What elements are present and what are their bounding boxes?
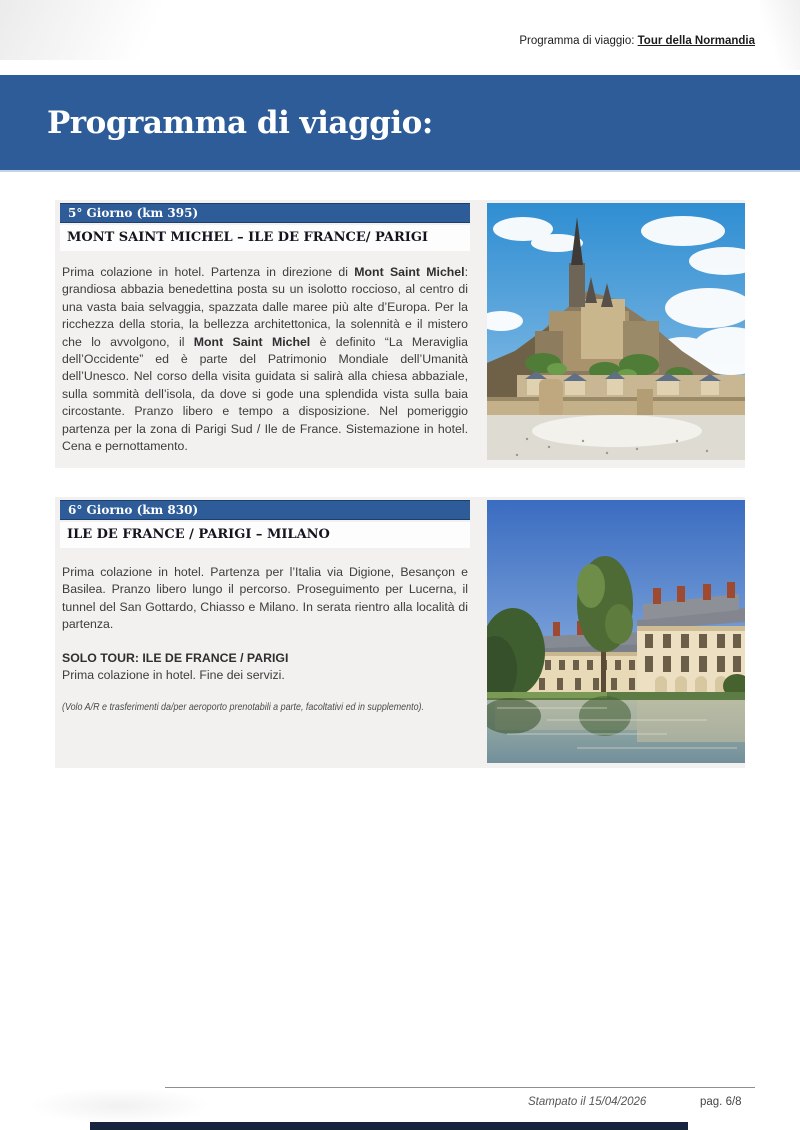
day-6-label-bar: 6° Giorno (km 830) xyxy=(60,500,470,520)
page-title: Programma di viaggio: xyxy=(47,104,433,141)
solo-tour-text: Prima colazione in hotel. Fine dei servizi. xyxy=(62,668,285,683)
day-5-title: MONT SAINT MICHEL – ILE DE FRANCE/ PARIGI xyxy=(60,225,470,251)
day-5-text-part: Prima colazione in hotel. Partenza in direzione di xyxy=(62,265,355,279)
breadcrumb-prefix: Programma di viaggio: xyxy=(519,35,638,47)
page-number: pag. 6/8 xyxy=(700,1096,742,1108)
day-6-paragraph: Prima colazione in hotel. Partenza per l’Italia via Digione, Besançon e Basilea. Pranzo libero lungo il percorso. Proseguimento per Lucerna, il tunnel del San Gottardo, Chiasso e Milano. In serata rientro alla località di partenza. xyxy=(62,565,468,632)
footer-divider xyxy=(165,1087,755,1088)
day-6-description xyxy=(62,564,468,717)
bottom-accent-bar xyxy=(90,1122,688,1130)
scan-shading-top-left xyxy=(0,0,250,60)
palace-photo xyxy=(487,500,745,763)
day-6-title: ILE DE FRANCE / PARIGI – MILANO xyxy=(60,522,470,548)
day-5-description xyxy=(62,264,468,455)
day-5-label-bar: 5° Giorno (km 395) xyxy=(60,203,470,223)
page-banner xyxy=(0,75,800,172)
scan-shading-bottom-left xyxy=(30,1088,210,1124)
day-5-text-part: : grandiosa abbazia benedettina posta su un isolotto roccioso, al centro di una vasta baia selvaggia, spazzata dalle maree più alte d’Europa. Per la ricchezza della storia, la bellezza architettonica, la solennità e il mistero che lo avvolgono, il xyxy=(62,265,468,349)
day-5-text-part: è definito “La Meraviglia dell’Occidente” ed è parte del Patrimonio Mondiale dell’Umanità dell’Unesco. Nel corso della visita guidata si salirà alla chiesa abbaziale, sulla sommità dell’isola, da dove si gode una splendida vista sulla baia circostante. Pranzo libero e tempo a disposizione. Nel pomeriggio partenza per la zona di Parigi Sud / Ile de France. Sistemazione in hotel. Cena e pernottamento. xyxy=(62,334,468,454)
day-6-section xyxy=(55,497,745,768)
day-5-section xyxy=(55,200,745,468)
printed-date: Stampato il 15/04/2026 xyxy=(528,1096,647,1108)
day-5-text-bold: Mont Saint Michel xyxy=(193,334,311,349)
flight-supplement-note: (Volo A/R e trasferimenti da/per aeroporto prenotabili a parte, facoltativi ed in supplemento). xyxy=(62,701,424,714)
scan-shading-top-right xyxy=(760,0,800,70)
solo-tour-heading: SOLO TOUR: ILE DE FRANCE / PARIGI xyxy=(62,650,289,665)
day-5-text-bold: Mont Saint Michel xyxy=(354,265,465,279)
mont-saint-michel-photo xyxy=(487,203,745,460)
breadcrumb-link-tour-della-normandia[interactable]: Tour della Normandia xyxy=(637,35,755,47)
breadcrumb xyxy=(519,35,755,47)
